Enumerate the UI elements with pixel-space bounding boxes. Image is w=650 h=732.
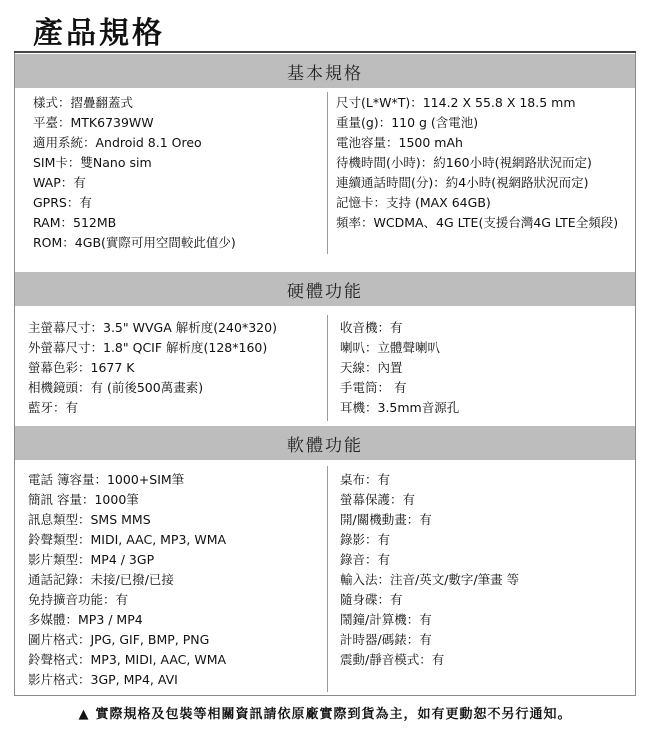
spec-row: 連續通話時間(分)：約4小時(視網路狀況而定): [336, 175, 589, 190]
spec-row: 尺寸(L*W*T)：114.2 X 55.8 X 18.5 mm: [336, 95, 576, 110]
spec-row: 影片格式：3GP, MP4, AVI: [28, 672, 178, 687]
software-left-column: [28, 470, 226, 690]
spec-row: 訊息類型：SMS MMS: [28, 512, 151, 527]
spec-row: 平臺：MTK6739WW: [33, 115, 154, 130]
spec-row: 耳機：3.5mm音源孔: [340, 400, 460, 415]
spec-row: GPRS：有: [33, 195, 92, 210]
spec-row: 鈴聲格式：MP3, MIDI, AAC, WMA: [28, 652, 227, 667]
spec-row: 螢幕色彩：1677 K: [28, 360, 135, 375]
spec-row: 喇叭：立體聲喇叭: [340, 340, 441, 355]
spec-row: 記憶卡：支持 (MAX 64GB): [336, 195, 491, 210]
hardware-column-divider: [327, 315, 328, 421]
spec-row: 藍牙：有: [28, 400, 79, 415]
spec-row: 待機時間(小時)：約160小時(視網路狀況而定): [336, 155, 592, 170]
basic-right-column: [336, 93, 618, 233]
spec-row: 影片類型：MP4 / 3GP: [28, 552, 155, 567]
section-title-basic: 基本規格: [287, 63, 363, 84]
footer-notice-text: 實際規格及包裝等相關資訊請依原廠實際到貨為主，如有更動恕不另行通知。: [95, 707, 572, 722]
spec-row: 主螢幕尺寸：3.5" WVGA 解析度(240*320): [28, 320, 277, 335]
basic-left-column: [33, 93, 236, 253]
spec-row: 天線：內置: [340, 360, 403, 375]
spec-row: 手電筒： 有: [340, 380, 407, 395]
spec-row: 外螢幕尺寸：1.8" QCIF 解析度(128*160): [28, 340, 268, 355]
spec-row: 收音機：有: [340, 320, 403, 335]
software-column-divider: [327, 466, 328, 692]
spec-row: 震動/靜音模式：有: [340, 652, 445, 667]
hardware-right-column: [340, 318, 459, 418]
spec-row: 隨身碟：有: [340, 592, 403, 607]
spec-row: 電池容量：1500 mAh: [336, 135, 463, 150]
spec-row: RAM：512MB: [33, 215, 117, 230]
section-title-hardware: 硬體功能: [287, 281, 363, 302]
spec-row: 通話記錄：未接/已撥/已接: [28, 572, 174, 587]
spec-row: SIM卡：雙Nano sim: [33, 155, 152, 170]
spec-row: 輸入法：注音/英文/數字/筆畫 等: [340, 572, 520, 587]
spec-row: 頻率：WCDMA、4G LTE(支援台灣4G LTE全頻段): [336, 215, 619, 230]
spec-row: 計時器/碼錶：有: [340, 632, 432, 647]
section-header-hardware: [15, 272, 635, 306]
spec-row: 樣式：摺疊翻蓋式: [33, 95, 134, 110]
spec-row: 鈴聲類型：MIDI, AAC, MP3, WMA: [28, 532, 227, 547]
spec-row: 電話 簿容量：1000+SIM筆: [28, 472, 185, 487]
section-header-software: [15, 426, 635, 460]
spec-row: 螢幕保護：有: [340, 492, 416, 507]
spec-row: 適用系統：Android 8.1 Oreo: [33, 135, 202, 150]
hardware-left-column: [28, 318, 277, 418]
section-header-basic: [15, 54, 635, 88]
section-title-software: 軟體功能: [287, 435, 363, 456]
spec-row: 相機鏡頭：有 (前後500萬畫素): [28, 380, 204, 395]
spec-row: 多媒體：MP3 / MP4: [28, 612, 143, 627]
spec-row: ROM：4GB(實際可用空間較此值少): [33, 235, 236, 250]
footer-notice: [0, 703, 650, 722]
spec-row: 桌布：有: [340, 472, 391, 487]
spec-row: 錄影：有: [340, 532, 391, 547]
spec-row: 重量(g)：110 g (含電池): [336, 115, 479, 130]
spec-row: WAP：有: [33, 175, 86, 190]
spec-row: 免持擴音功能：有: [28, 592, 129, 607]
page-title: 產品規格: [33, 16, 165, 51]
spec-row: 圖片格式：JPG, GIF, BMP, PNG: [28, 632, 210, 647]
software-right-column: [340, 470, 519, 670]
spec-row: 鬧鐘/計算機：有: [340, 612, 432, 627]
spec-row: 錄音：有: [340, 552, 391, 567]
spec-row: 開/關機動畫：有: [340, 512, 432, 527]
basic-column-divider: [327, 92, 328, 254]
spec-row: 簡訊 容量：1000筆: [28, 492, 139, 507]
warning-triangle-icon: ▲: [78, 707, 90, 722]
